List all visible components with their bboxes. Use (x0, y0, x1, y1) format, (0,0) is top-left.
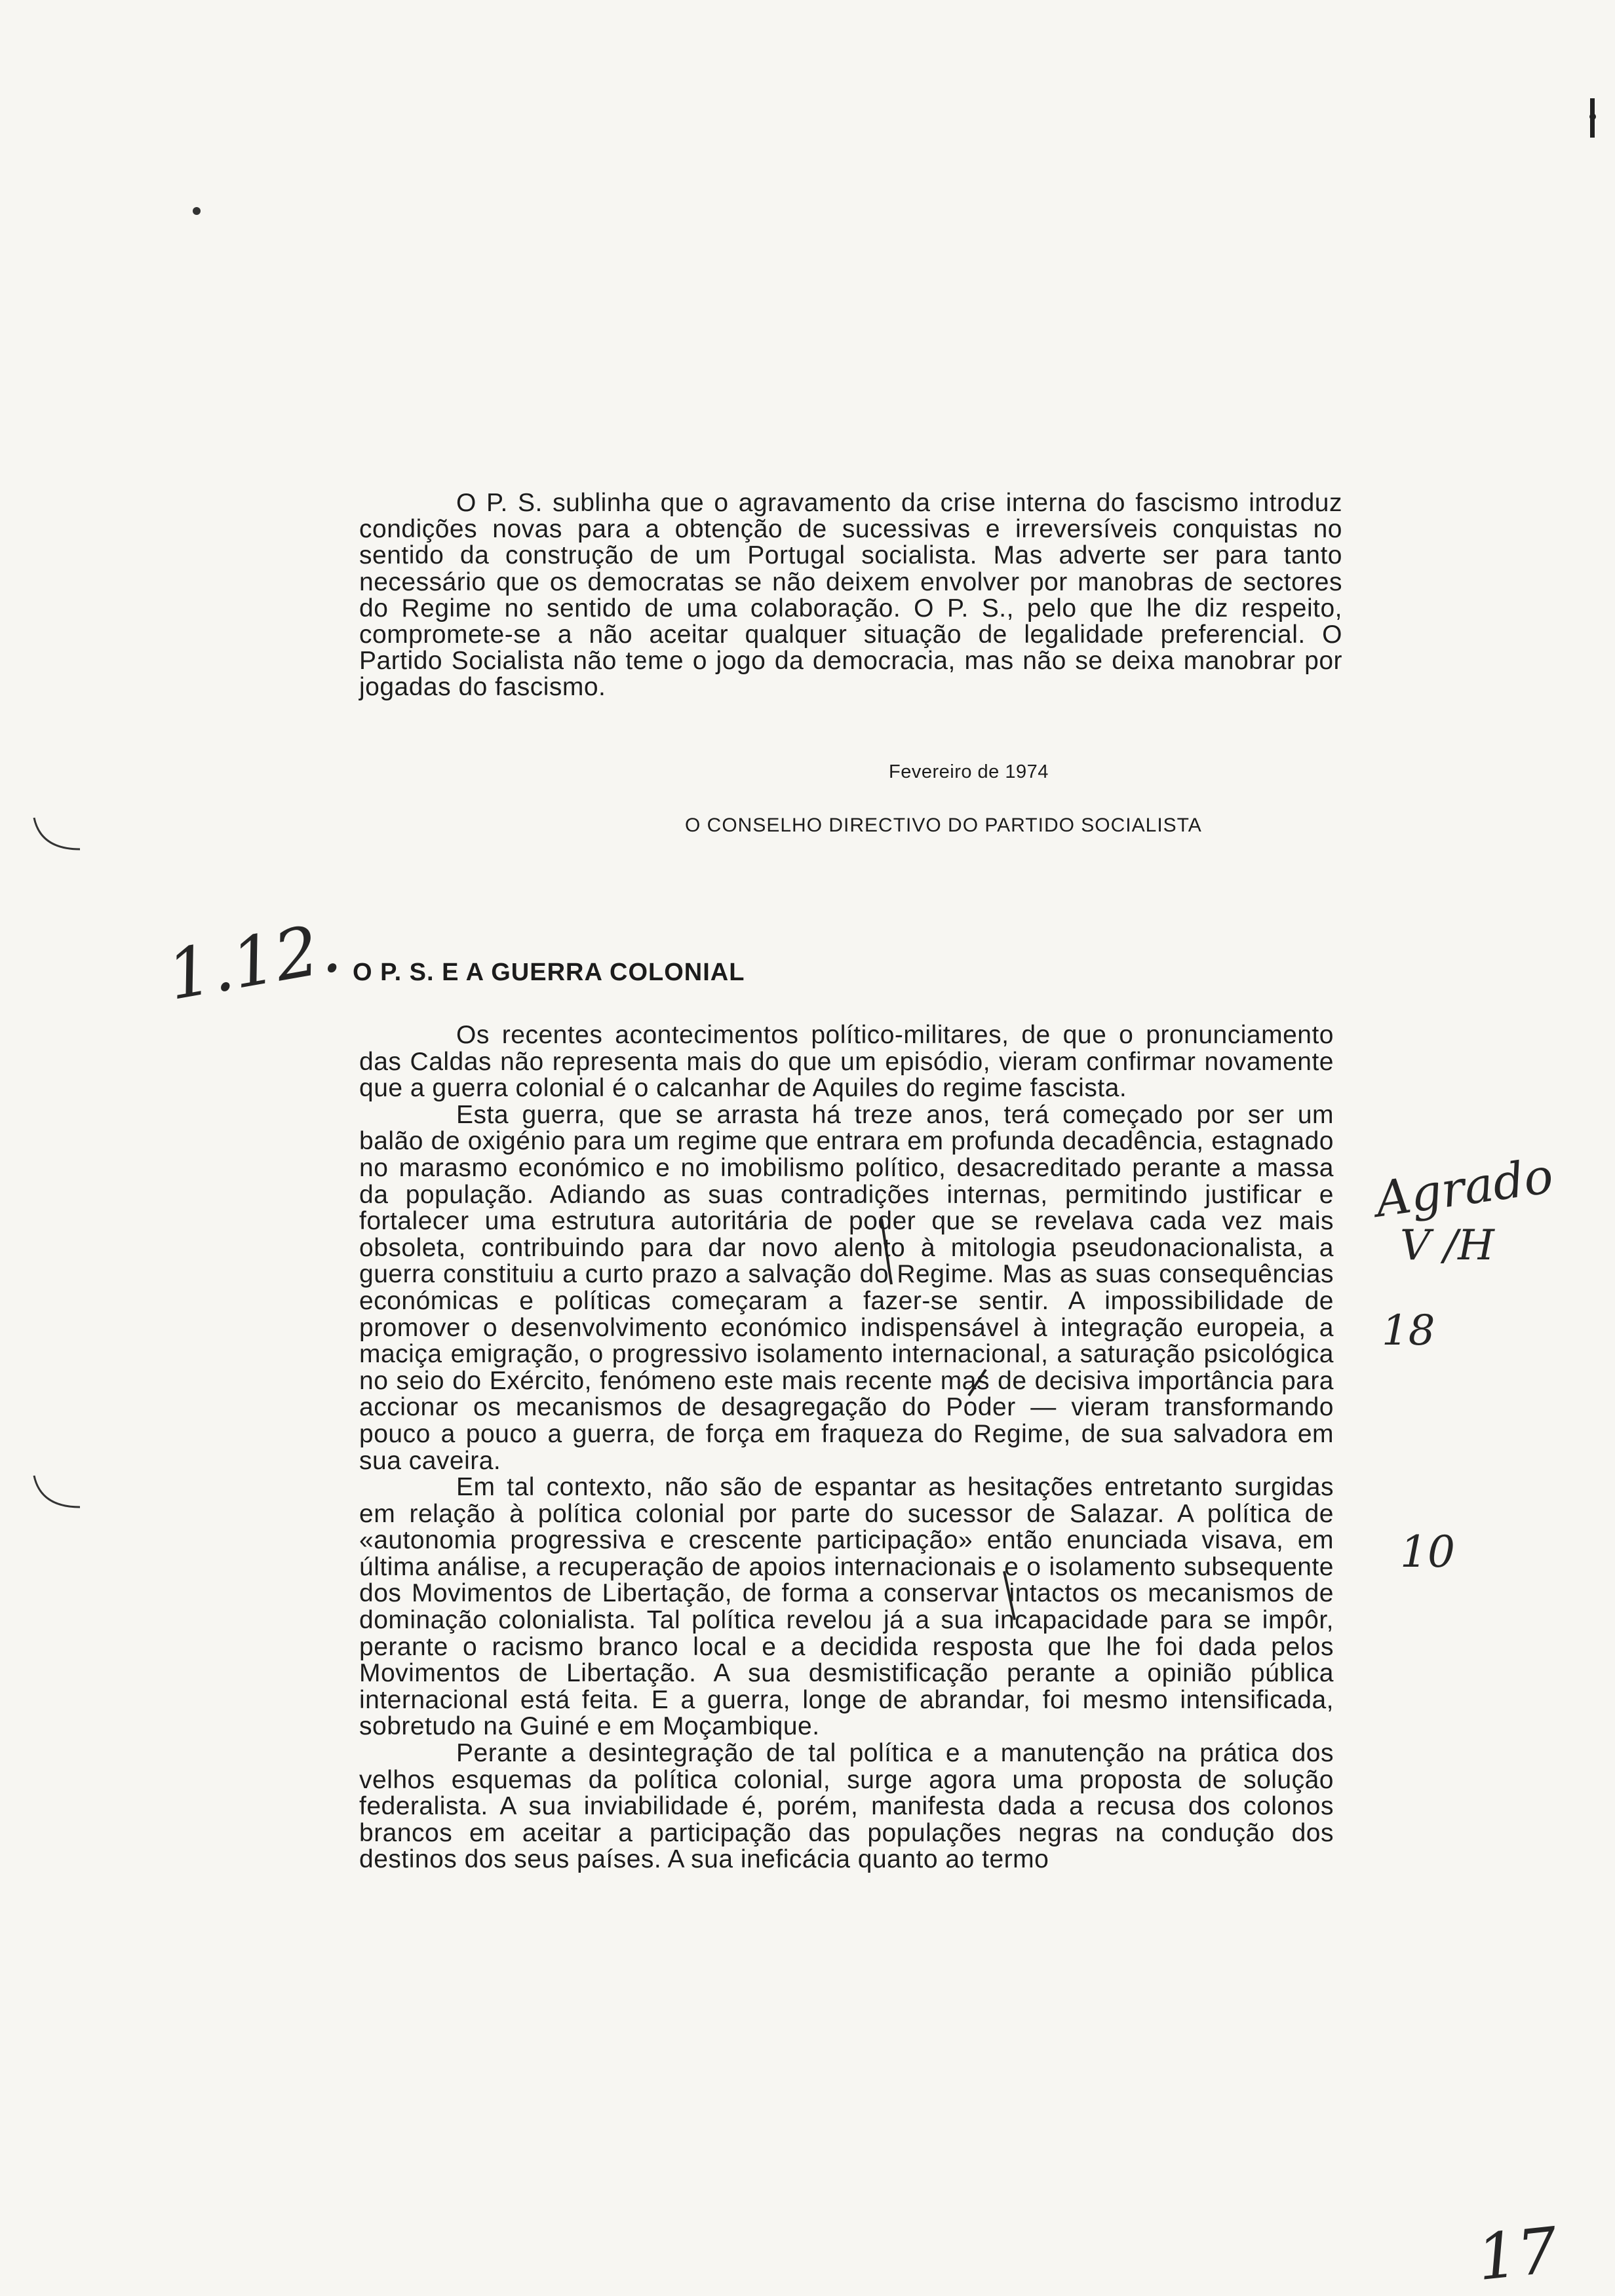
handwritten-page-number: 17 (1473, 2213, 1561, 2295)
handwritten-margin-mark: 10 (1400, 1527, 1455, 1577)
intro-paragraph: O P. S. sublinha que o agravamento da crise interna do fascismo introduz condições novas para a obtenção de sucessivas e irreversíveis conquistas no sentido da construção de um Portugal socialista. Mas adverte ser para tanto necessário que os democratas se não deixem envolver por manobras de sectores do Regime no sentido de uma colaboração. O P. S., pelo que lhe diz respeito, compromete-se a não aceitar qualquer situação de legalidade preferencial. O Partido Socialista não teme o jogo da democracia, mas não se deixa manobrar por jogadas do fascismo. (359, 489, 1342, 702)
punch-hole-mark-top (34, 818, 80, 849)
scan-speck (1590, 98, 1595, 138)
date-line: Fevereiro de 1974 (889, 761, 1049, 782)
handwritten-margin-mark: V /H (1400, 1221, 1494, 1270)
signature-line: O CONSELHO DIRECTIVO DO PARTIDO SOCIALISTA (685, 814, 1202, 836)
intro-section (359, 490, 1342, 701)
handwritten-margin-note: Agrado (1372, 1147, 1557, 1229)
body-paragraph-3: Em tal contexto, não são de espantar as hesitações entretanto surgidas em relação à política colonial por parte do sucessor de Salazar. A política de «autonomia progressiva e crescente participação» então enunciada visava, em última análise, a recuperação de apoios internacionais e o isolamento subsequente dos Movimentos de Libertação, de forma a conservar intactos os mecanismos de dominação colonialista. Tal política revelou já a sua incapacidade para se impôr, perante o racismo branco local e a decidida resposta que lhe foi dada pelos Movimentos de Libertação. A sua desmistificação perante a opinião pública internacional está feita. E a guerra, longe de abrandar, foi mesmo intensificada, sobretudo na Guiné e em Moçambique. (359, 1473, 1334, 1741)
scan-speck (193, 207, 201, 215)
body-paragraph-1: Os recentes acontecimentos político-militares, de que o pronunciamento das Caldas não representa mais do que um episódio, vieram confirmar novamente que a guerra colonial é o calcanhar de Aquiles do regime fascista. (359, 1021, 1334, 1103)
punch-hole-mark-bottom (34, 1476, 80, 1507)
body-paragraph-2: Esta guerra, que se arrasta há treze anos, terá começado por ser um balão de oxigénio para um regime que entrara em profunda decadência, estagnado no marasmo económico e no imobilismo político, desacreditado perante a massa da população. Adiando as suas contradições internas, permitindo justificar e fortalecer uma estrutura autoritária de poder que se revelava cada vez mais obsoleta, contribuindo para dar novo alento à mitologia pseudonacionalista, a guerra constituiu a curto prazo a salvação do Regime. Mas as suas consequências económicas e políticas começaram a fazer-se sentir. A impossibilidade de promover o desenvolvimento económico indispensável à integração europeia, a maciça emigração, o progressivo isolamento internacional, a saturação psicológica no seio do Exército, fenómeno este mais recente mas de decisiva importância para accionar os mecanismos de desagregação do Poder — vieram transformando pouco a pouco a guerra, de força em fraqueza do Regime, de sua salvadora em sua caveira. (359, 1100, 1334, 1475)
section-heading: O P. S. E A GUERRA COLONIAL (353, 959, 745, 986)
handwritten-section-number: 1.12. (161, 906, 347, 1016)
handwritten-margin-mark: 18 (1382, 1307, 1435, 1355)
section-body (359, 1022, 1334, 1873)
body-paragraph-4: Perante a desintegração de tal política e a manutenção na prática dos velhos esquemas da política colonial, surge agora uma proposta de solução federalista. A sua inviabilidade é, porém, manifesta dada a recusa dos colonos brancos em aceitar a participação das populações negras na condução dos destinos dos seus países. A sua ineficácia quanto ao termo (359, 1739, 1334, 1874)
